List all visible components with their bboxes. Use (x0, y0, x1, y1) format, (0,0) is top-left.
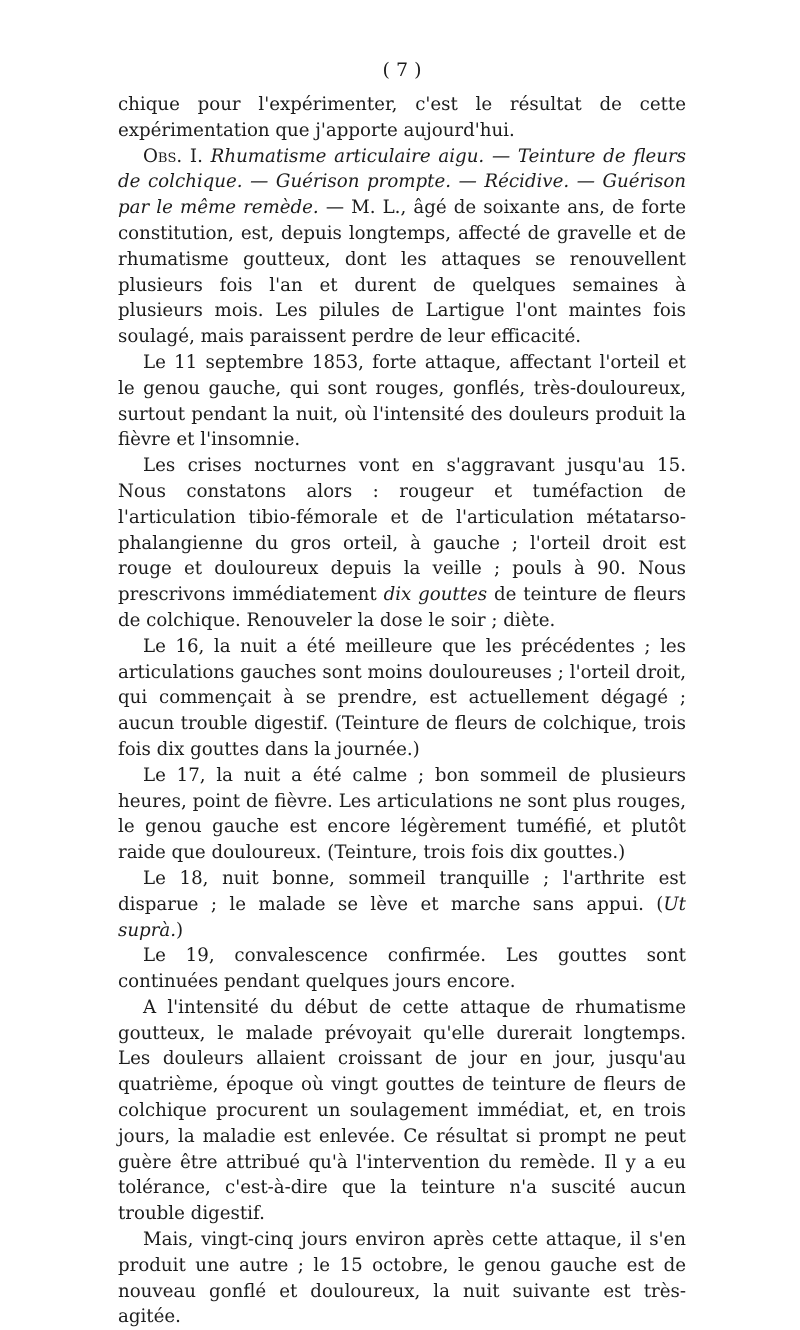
italic-dose: dix gouttes (383, 584, 488, 606)
paragraph-19: Le 19, convalescence confirmée. Les gouttes sont continuées pendant quelques jours encore. (118, 945, 686, 993)
paragraph-recurrence: Mais, vingt-cinq jours environ après cette attaque, il s'en produit une autre ; le 15 octobre, le genou gauche est de nouveau gonflé et douloureux, la nuit suivante est très-agitée. (118, 1229, 686, 1328)
paragraph-text: ) (176, 919, 184, 941)
observation-label: Obs. I. (143, 145, 203, 167)
book-page (118, 58, 686, 1330)
paragraph-15-prescription (118, 453, 686, 634)
italic-ut-supra: Ut suprà. (118, 893, 686, 941)
paragraph-text: Le 18, nuit bonne, sommeil tranquille ; l'arthrite est disparue ; le malade se lève et marche sans appui. ( (118, 867, 686, 915)
paragraph-continuation: chique pour l'expérimenter, c'est le résultat de cette expérimentation que j'apporte aujourd'hui. (118, 94, 686, 141)
observation-title: Rhumatisme articulaire aigu. — Teinture de fleurs de colchique. — Guérison prompte. — Récidive. — Guérison par le même remède. (118, 145, 686, 219)
paragraph-text: de teinture de fleurs de colchique. Renouveler la dose le soir ; diète. (118, 584, 686, 631)
paragraph-11-september: Le 11 septembre 1853, forte attaque, affectant l'orteil et le genou gauche, qui sont rouges, gonflés, très-douloureux, surtout pendant la nuit, où l'intensité des douleurs produit la fièvre et l'insomnie. (118, 351, 686, 451)
observation-text: — M. L., âgé de soixante ans, de forte constitution, est, depuis longtemps, affecté de gravelle et de rhumatisme goutteux, dont les attaques se renouvellent plusieurs fois l'an et durent de quelques semaines à plusieurs mois. Les pilules de Lartigue l'ont maintes fois soulagé, mais paraissent perdre de leur efficacité. (118, 197, 686, 348)
paragraph-18 (118, 866, 686, 943)
page-number: ( 7 ) (382, 59, 422, 81)
paragraph-commentary: A l'intensité du début de cette attaque de rhumatisme goutteux, le malade prévoyait qu'elle durerait longtemps. Les douleurs allaient croissant de jour en jour, jusqu'au quatrième, époque où vingt gouttes de teinture de fleurs de colchique procurent un soulagement immédiat, et, en trois jours, la maladie est enlevée. Ce résultat si prompt ne peut guère être attribué qu'à l'intervention du remède. Il y a eu tolérance, c'est-à-dire que la teinture n'a suscité aucun trouble digestif. (118, 996, 686, 1225)
paragraph-16: Le 16, la nuit a été meilleure que les précédentes ; les articulations gauches sont moins douloureuses ; l'orteil droit, qui commençait à se prendre, est actuellement dégagé ; aucun trouble digestif. (Teinture de fleurs de colchique, trois fois dix gouttes dans la journée.) (118, 635, 686, 760)
paragraph-17: Le 17, la nuit a été calme ; bon sommeil de plusieurs heures, point de fièvre. Les articulations ne sont plus rouges, le genou gauche est encore légèrement tuméfié, et plutôt raide que douloureux. (Teinture, trois fois dix gouttes.) (118, 764, 686, 864)
observation-heading-paragraph (118, 144, 686, 350)
paragraph-text: Les crises nocturnes vont en s'aggravant jusqu'au 15. Nous constatons alors : rougeur et tuméfaction de l'articulation tibio-fémorale et de l'articulation métatarso-phalangienne du gros orteil, à gauche ; l'orteil droit est rouge et douloureux depuis la veille ; pouls à 90. Nous prescrivons immédiatement (118, 455, 686, 606)
